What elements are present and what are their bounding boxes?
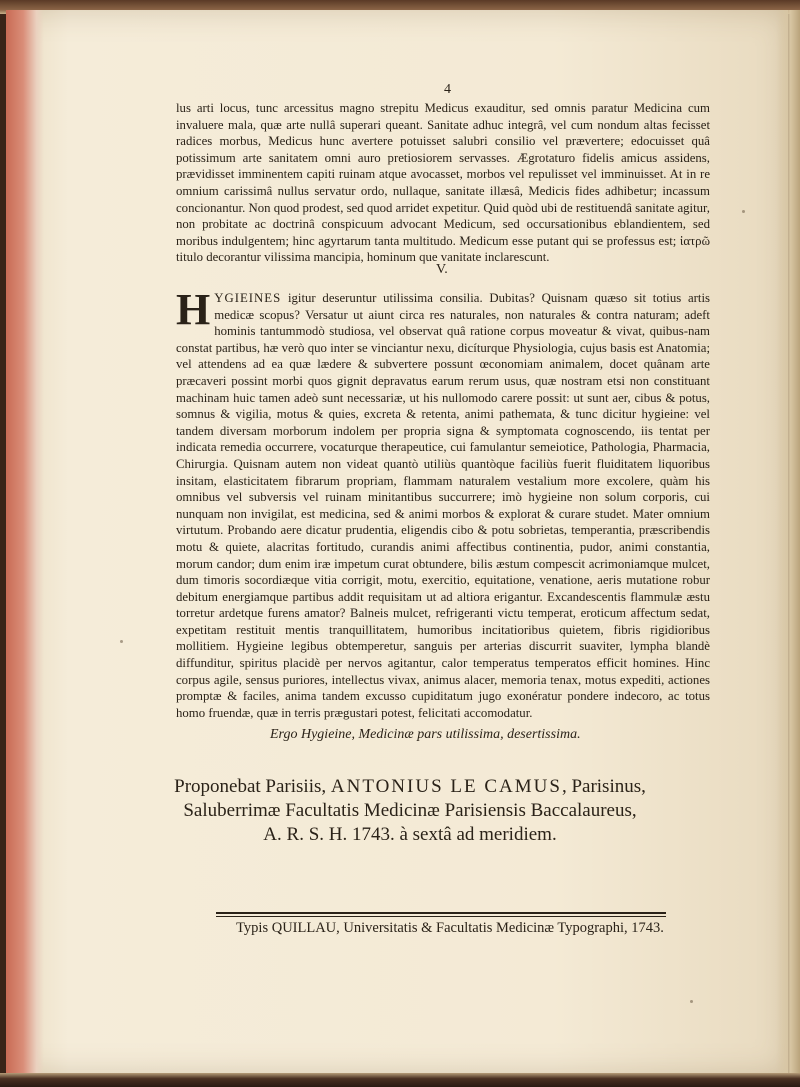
printer-imprint: Typis QUILLAU, Universitatis & Facultatis Medicinæ Typographi, 1743. — [236, 920, 664, 936]
paper-speck — [690, 1000, 693, 1003]
author-name: ANTONIUS LE CAMUS — [330, 776, 562, 797]
imprint-rule-thick — [216, 912, 666, 914]
proponebat-block — [150, 775, 670, 847]
drop-cap: H — [176, 285, 211, 334]
page-number: 4 — [444, 82, 451, 97]
page-right-edge — [776, 10, 800, 1075]
imprint-rule-thin — [216, 916, 666, 917]
proponebat-line-1b: , Parisinus, — [561, 776, 646, 797]
proponebat-line-1 — [150, 775, 670, 799]
proponebat-line-3: A. R. S. H. 1743. à sextâ ad meridiem. — [263, 824, 557, 845]
paper-speck — [742, 210, 745, 213]
book-bottom-edge — [0, 1073, 800, 1087]
conclusion-line: Ergo Hygieine, Medicinæ pars utilissima, desertissima. — [270, 727, 581, 742]
proponebat-line-2: Saluberrimæ Facultatis Medicinæ Parisiensis Baccalaureus, — [183, 800, 637, 821]
paragraph-2-lead: YGIEINES — [214, 291, 282, 305]
paragraph-2-text: igitur deseruntur utilissima consilia. Dubitas? Quisnam quæso sit totius artis medicæ scopus? Versatur ut aiunt circa res naturales, non naturales & contra naturam; adeft hominis tantummodò studiosa, vel observat quâ ratione corpus moveatur & vivat, quibus-nam constat partibus, hæ verò quo inter se vinciantur nexu, dicíturque Physiologia, cujus basis est Anatomia; vel attendens ad ea quæ lædere & subvertere possunt œconomiam animalem, docet quânam arte præcaveri possint morbi quos gignit depravatus earum rerum usus, quæ nostram etsi non constituant machinam huic tamen adeò sunt necessariæ, ut his nullomodo carere possit: ut sunt aer, cibus & potus, somnus & vigilia, motus & quies, excreta & retenta, animi pathemata, & tunc dicitur hygieine: vel tandem diversam morborum indolem per propria signa & symptomata cognoscendo, iis tentat per indicata remedia occurrere, vocaturque therapeutice, cui famulantur semeiotice, Pathologia, Pharmacia, Chirurgia. Quisnam autem non videat quantò utiliùs quantòque faciliùs fuerit fluiditatem liquoribus insitam, elasticitatem fibrarum propriam, flammam naturalem vestalium more excolere, quàm his omnibus vel subversis vel ruinam minitantibus succurrere; imò hygieine non solum corporis, cui nunquam non invigilat, est medicina, sed & animi morbos & explorat & curare studet. Mater omnium virtutum. Probando aere dicatur prudentia, eligendis cibo & potu sobrietas, temperantia, præscribendis motu & quiete, alacritas fortitudo, curandis animi affectibus continentia, pudor, animi constantia, morum candor; dum enim iræ impetum curat obtundere, bilis æstum compescit acrimoniamque mulcet, dum timoris socordiæque vitia corrigit, motu, exercitio, equitatione, venatione, aeris mutatione robur debitum energiamque partibus addit requisitam ut ad altiora erigantur. Excandescentis flammulæ æstu torretur ardetque furens amator? Balneis mulcet, refrigeranti victu temperat, eroticum affectum sedat, expetitam restituit mentis tranquillitatem, humoribus incitatioribus quietem, fibris rigidioribus mollitiem. Hygieine legibus obtemperetur, sanguis per arterias discurrit suaviter, lympha blandè diffunditur, spiritus placidè per nervos agitantur, calor temperatus temperatos efficit homines. Hinc corpus agile, sensus puriores, intellectus vivax, animus alacer, memoria tenax, motus expediti, actiones promptæ & faciles, anima tandem excusso cupiditatum jugo exonératur pondere indecoro, ac totus homo fruendæ, quæ in terris prægustari potest, felicitati accomodatur. — [176, 291, 710, 720]
page-gilt-left-edge — [6, 10, 44, 1075]
paragraph-2 — [176, 285, 710, 721]
section-numeral: V. — [436, 262, 448, 277]
proponebat-line-1a: Proponebat Parisiis, — [174, 776, 327, 797]
paragraph-1: lus arti locus, tunc arcessitus magno strepitu Medicus exauditur, sed omnis paratur Medicina cum invaluere mala, quæ arte nullâ superari queant. Sanitate adhuc integrâ, vel cum nondum altas fecisset radices morbus, Medicus hunc avertere potuisset salubri consilio vel prævertere; edocuisset quâ potissimum arte sanitatem omni auro pretiosiorem servasses. Ægrotaturo fidelis amicus assidens, prævidisset imminentem capiti ruinam atque avocasset, morbos vel repulisset vel imminuisset. At in re omnium carissimâ nullus servatur ordo, nullaque, sanitate illæsâ, Medicis fides adhibetur; incassum concionantur. Non quod prodest, sed quod arridet expetitur. Quid quòd ubi de restituendâ sanitate agitur, non probitate ac doctrinâ conspicuum advocant Medicum, sed occursationibus eblandientem, sed moribus indulgentem; hinc agyrtarum tanta multitudo. Medicum esse putant qui se professus est; ἰατρῶ titulo decorantur vilissima mancipia, hominum que vanitate inclarescunt. — [176, 101, 710, 265]
paper-speck — [120, 640, 123, 643]
